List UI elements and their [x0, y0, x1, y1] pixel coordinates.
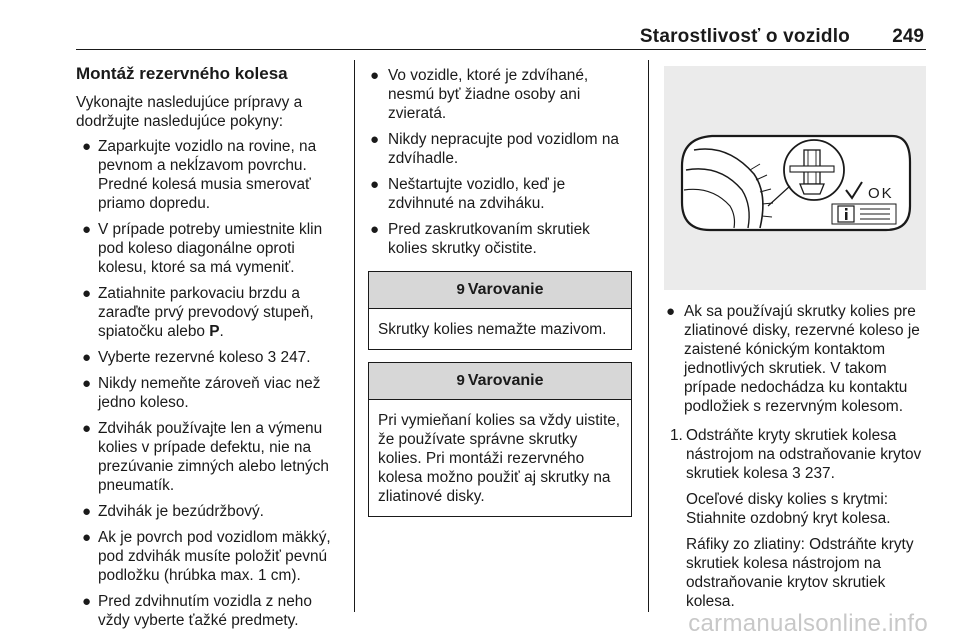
list-item: ● Ak sa používajú skrutky kolies pre zliatinové disky, rezervné koleso je zaistené kónickým kontaktom jednotlivých skrutiek. V takom prípade nedochádza ku kontaktu podložiek s rezervným kolesom. — [666, 303, 920, 415]
wheel-bolt-illustration — [664, 66, 926, 290]
illustration-svg — [664, 66, 926, 290]
bullet-icon: ● — [370, 221, 380, 238]
warning-header — [369, 272, 631, 309]
left-column — [76, 63, 344, 637]
page-reference-link[interactable]: 3 237 — [792, 465, 831, 482]
bullet-icon: ● — [82, 529, 92, 546]
warning-title: Varovanie — [467, 372, 544, 389]
header-rule — [76, 49, 926, 50]
warning-body: Skrutky kolies nemažte mazivom. — [378, 321, 607, 338]
bullet-icon: ● — [82, 503, 92, 520]
bullet-icon: ● — [82, 375, 92, 392]
bullet-icon: ● — [82, 285, 92, 302]
ok-label: OK — [868, 185, 894, 202]
bullet-icon: ● — [82, 221, 92, 238]
bullet-icon: ● — [82, 349, 92, 366]
section-heading: Montáž rezervného kolesa — [76, 64, 288, 83]
list-item: ● Neštartujte vozidlo, keď je zdvihnuté na zdviháku. — [370, 176, 566, 212]
warning-box — [368, 271, 632, 350]
step-paragraph: Oceľové disky kolies s krytmi: Stiahnite ozdobný kryt kolesa. — [686, 491, 891, 527]
procedure-steps — [664, 426, 932, 611]
column-divider-right — [648, 60, 649, 612]
page-reference-link[interactable]: 3 247 — [267, 349, 307, 366]
intro-paragraph: Vykonajte nasledujúce prípravy a dodržujte nasledujúce pokyny: — [76, 94, 303, 130]
step-paragraph: Ráfiky zo zliatiny: Odstráňte kryty skrutiek kolesa nástrojom na odstraňovanie krytov skrutiek kolesa. — [686, 536, 914, 610]
safety-list — [368, 66, 632, 258]
bullet-icon: ● — [666, 303, 676, 320]
preparation-list — [76, 137, 344, 630]
list-item: ● Zatiahnite parkovaciu brzdu a zaraďte prvý prevodový stupeň, spiatočku alebo P. — [82, 285, 314, 340]
warning-title: Varovanie — [467, 281, 544, 298]
step-item — [664, 426, 932, 611]
bullet-icon: ● — [82, 420, 92, 437]
page-header-title: Starostlivosť o vozidlo — [639, 26, 850, 47]
warning-triangle-icon: 9 — [456, 372, 465, 389]
bullet-icon: ● — [82, 593, 92, 610]
list-item: ● V prípade potreby umiestnite klin pod koleso diagonálne oproti kolesu, ktoré sa má vymeniť. — [82, 221, 323, 276]
bullet-icon: ● — [370, 131, 380, 148]
alloy-bolt-note — [664, 302, 932, 416]
warning-box — [368, 362, 632, 517]
column-divider-left — [354, 60, 355, 612]
watermark: carmanualsonline.info — [688, 610, 928, 637]
list-item: ● Nikdy nepracujte pod vozidlom na zdvíhadle. — [370, 131, 619, 167]
list-item: ● Zdvihák používajte len a výmenu kolies v prípade defektu, nie na prezúvanie zimných alebo letných pneumatík. — [82, 420, 329, 494]
list-item: ● Zdvihák je bezúdržbový. — [82, 503, 264, 520]
list-item: ● Zaparkujte vozidlo na rovine, na pevnom a nekĺzavom povrchu. Predné kolesá musia smerovať priamo dopredu. — [82, 138, 317, 212]
list-item: ● Nikdy nemeňte zároveň viac než jedno koleso. — [82, 375, 321, 411]
list-item: ● Ak je povrch pod vozidlom mäkký, pod zdvihák musíte položiť pevnú podložku (hrúbka max. 1 cm). — [82, 529, 331, 584]
step-paragraph: Odstráňte kryty skrutiek kolesa nástrojom na odstraňovanie krytov skrutiek kolesa 3 237. — [686, 427, 922, 482]
bolt-cone — [800, 184, 824, 194]
gear-p-label: P — [209, 323, 220, 340]
list-item: ● Pred zdvihnutím vozidla z neho vždy vyberte ťažké predmety. — [82, 593, 312, 629]
warning-body: Pri vymieňaní kolies sa vždy uistite, že používate správne skrutky kolies. Pri montáži rezervného kolesa možno použiť aj skrutky na zliatinové disky. — [378, 412, 621, 505]
warning-header — [369, 363, 631, 400]
warning-triangle-icon: 9 — [456, 281, 465, 298]
bullet-icon: ● — [82, 138, 92, 155]
step-number: 1. — [670, 427, 683, 444]
list-item: ● Vyberte rezervné koleso 3 247. — [82, 349, 311, 366]
page-number: 249 — [892, 26, 924, 47]
right-column — [664, 66, 932, 618]
bullet-icon: ● — [370, 176, 380, 193]
bolt-washer — [790, 166, 834, 172]
list-item: ● Vo vozidle, ktoré je zdvíhané, nesmú byť žiadne osoby ani zvieratá. — [370, 67, 589, 122]
middle-column — [368, 66, 632, 517]
list-item: ● Pred zaskrutkovaním skrutiek kolies skrutky očistite. — [370, 221, 590, 257]
bullet-icon: ● — [370, 67, 380, 84]
